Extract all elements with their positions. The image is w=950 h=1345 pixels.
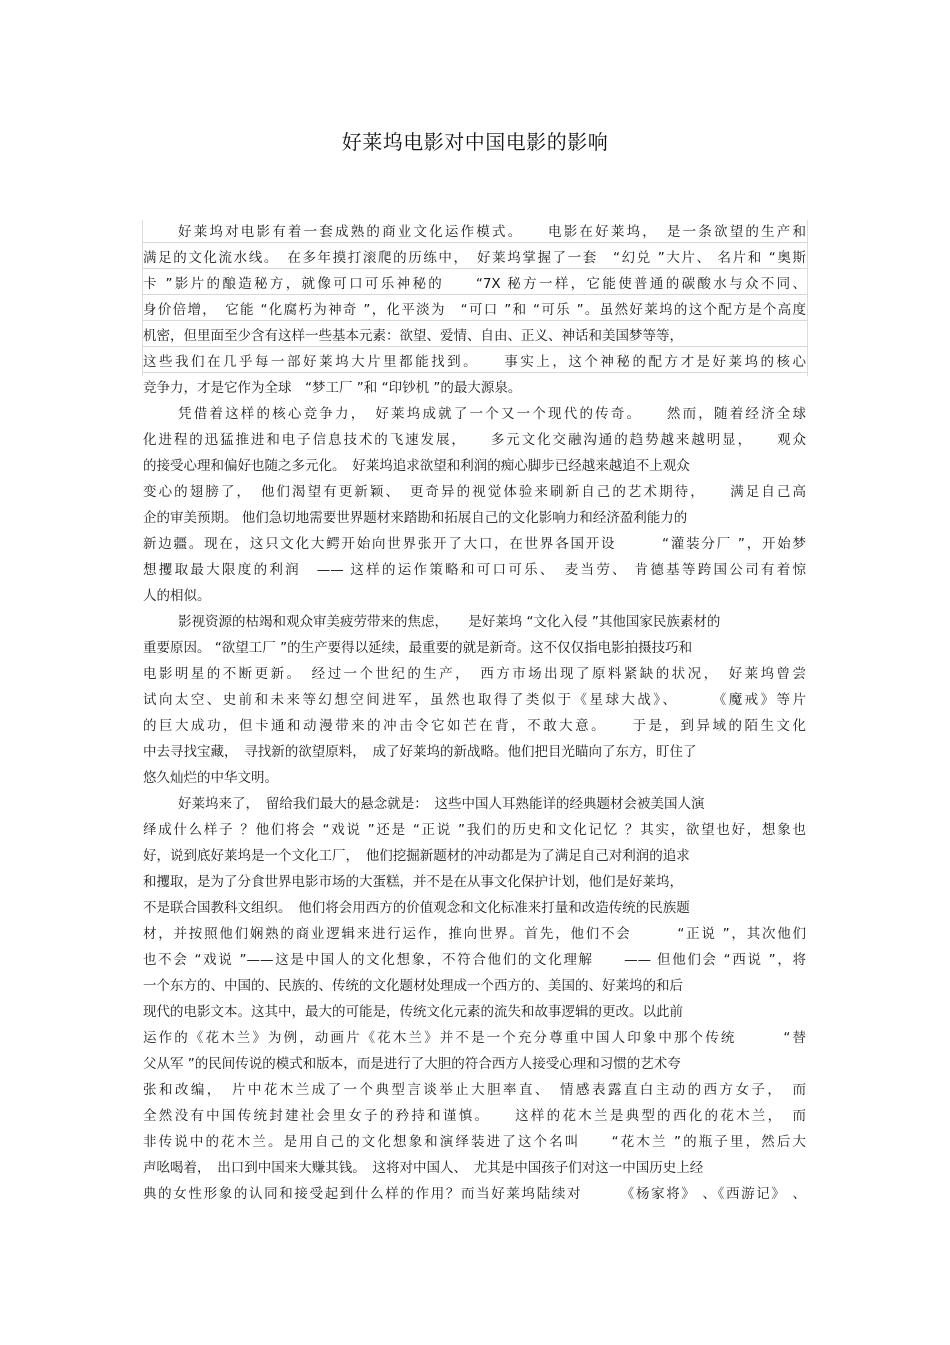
text-line: 卡 ”影片的酿造秘方，就像可口可乐神秘的 “7X 秘方一样，它能使普通的碳酸水与众不同、	[143, 276, 806, 292]
text-line: 的接受心理和偏好也随之多元化。 好莱坞追求欲望和利润的痴心脚步已经越来越追不上观众	[143, 458, 690, 474]
text-line: 好莱坞来了， 留给我们最大的悬念就是： 这些中国人耳熟能详的经典题材会被美国人演	[178, 796, 705, 812]
text-line: 企的审美预期。 他们急切地需要世界题材来踏勘和拓展自己的文化影响力和经济盈利能力的	[143, 510, 688, 526]
text-line: 张和改编， 片中花木兰成了一个典型言谈举止大胆率直、 情感表露直白主动的西方女子， 而	[143, 1082, 806, 1098]
text-line: 凭借着这样的核心竞争力， 好莱坞成就了一个又一个现代的传奇。 然而，随着经济全球	[178, 406, 806, 422]
text-line: 好，说到底好莱坞是一个文化工厂， 他们挖掘新题材的冲动都是为了满足自己对利润的追求	[143, 848, 690, 864]
text-line: 化进程的迅猛推进和电子信息技术的飞速发展， 多元文化交融沟通的趋势越来越明显， 观众	[143, 432, 806, 448]
text-line: 声吆喝着， 出口到中国来大赚其钱。 这将对中国人、 尤其是中国孩子们对这一中国历史上经	[143, 1160, 704, 1176]
text-line: 典的女性形象的认同和接受起到什么样的作用？而当好莱坞陆续对 《杨家将》 、《西游记》 、	[143, 1186, 806, 1202]
text-line: 新边疆。现在，这只文化大鳄开始向世界张开了大口，在世界各国开设 “灌装分厂 ”，开始梦	[143, 536, 806, 552]
text-line: 人的相似。	[143, 588, 211, 604]
text-line: 和攫取，是为了分食世界电影市场的大蛋糕，并不是在从事文化保护计划，他们是好莱坞，	[143, 874, 683, 890]
text-line: 这些我们在几乎每一部好莱坞大片里都能找到。 事实上，这个神秘的配方才是好莱坞的核心	[143, 354, 806, 370]
text-line: 运作的《花木兰》为例，动画片《花木兰》并不是一个充分尊重中国人印象中那个传统 “替	[143, 1030, 806, 1046]
text-line: 机密，但里面至少含有这样一些基本元素：欲望、爱情、自由、正义、神话和美国梦等等，	[143, 328, 683, 344]
page-title: 好莱坞电影对中国电影的影响	[341, 130, 609, 154]
text-line: 身价倍增， 它能 “化腐朽为神奇 ”，化平淡为 “可口 ”和 “可乐 ”。虽然好莱坞的这个配方是个高度	[143, 302, 806, 318]
text-line: 绎成什么样子 ？他们将会 “戏说 ”还是 “正说 ”我们的历史和文化记忆 ？其实，欲望也好，想象也	[143, 822, 806, 838]
text-line: 一个东方的、中国的、民族的、传统的文化题材处理成一个西方的、美国的、好莱坞的和后	[143, 978, 683, 994]
text-line: 想攫取最大限度的利润 —— 这样的运作策略和可口可乐、 麦当劳、 肯德基等跨国公司有着惊	[143, 562, 806, 578]
text-line: 现代的电影文本。这其中，最大的可能是，传统文化元素的流失和故事逻辑的更改。以此前	[143, 1004, 683, 1020]
text-line: 材，并按照他们娴熟的商业逻辑来进行运作，推向世界。首先，他们不会 “正说 ”，其次他们	[143, 926, 806, 942]
text-line: 变心的翅膀了， 他们渴望有更新颖、 更奇异的视觉体验来刷新自己的艺术期待， 满足自己高	[143, 484, 806, 500]
text-line: 也不会 “戏说 ”——这是中国人的文化想象，不符合他们的文化理解 —— 但他们会 “西说 ”，将	[143, 952, 806, 968]
text-line: 不是联合国教科文组织。 他们将会用西方的价值观念和文化标准来打量和改造传统的民族题	[143, 900, 690, 916]
text-line: 中去寻找宝藏， 寻找新的欲望原料， 成了好莱坞的新战略。他们把目光瞄向了东方，盯住了	[143, 744, 697, 760]
text-line: 好莱坞对电影有着一套成熟的商业文化运作模式。 电影在好莱坞， 是一条欲望的生产和	[178, 224, 806, 240]
text-line: 竞争力，才是它作为全球 “梦工厂 ”和 “印钞机 ”的最大源泉。	[143, 380, 522, 396]
text-line: 非传说中的花木兰。是用自己的文化想象和演绎装进了这个名叫 “花木兰 ”的瓶子里，然后大	[143, 1134, 806, 1150]
text-line: 全然没有中国传统封建社会里女子的矜持和谨慎。 这样的花木兰是典型的西化的花木兰， 而	[143, 1108, 806, 1124]
text-line: 电影明星的不断更新。 经过一个世纪的生产， 西方市场出现了原料紧缺的状况， 好莱坞曾尝	[143, 666, 806, 682]
text-line: 的巨大成功，但卡通和动漫带来的冲击令它如芒在背，不敢大意。 于是，到异域的陌生文化	[143, 718, 806, 734]
text-line: 悠久灿烂的中华文明。	[143, 770, 278, 786]
text-line: 影视资源的枯竭和观众审美疲劳带来的焦虑， 是好莱坞 “文化入侵 ”其他国家民族素材的	[178, 614, 721, 630]
text-line: 重要原因。 “欲望工厂 ”的生产要得以延续，最重要的就是新奇。这不仅仅指电影拍摄技巧和	[143, 640, 693, 656]
text-line: 试向太空、史前和未来等幻想空间进军，虽然也取得了类似于《星球大战》、 《魔戒》等片	[143, 692, 806, 708]
text-line: 父从军 ”的民间传说的模式和版本，而是进行了大胆的符合西方人接受心理和习惯的艺术夸	[143, 1056, 681, 1072]
text-line: 满足的文化流水线。 在多年摸打滚爬的历练中， 好莱坞掌握了一套 “幻兑 ”大片、 名片和 “奥斯	[143, 250, 806, 266]
